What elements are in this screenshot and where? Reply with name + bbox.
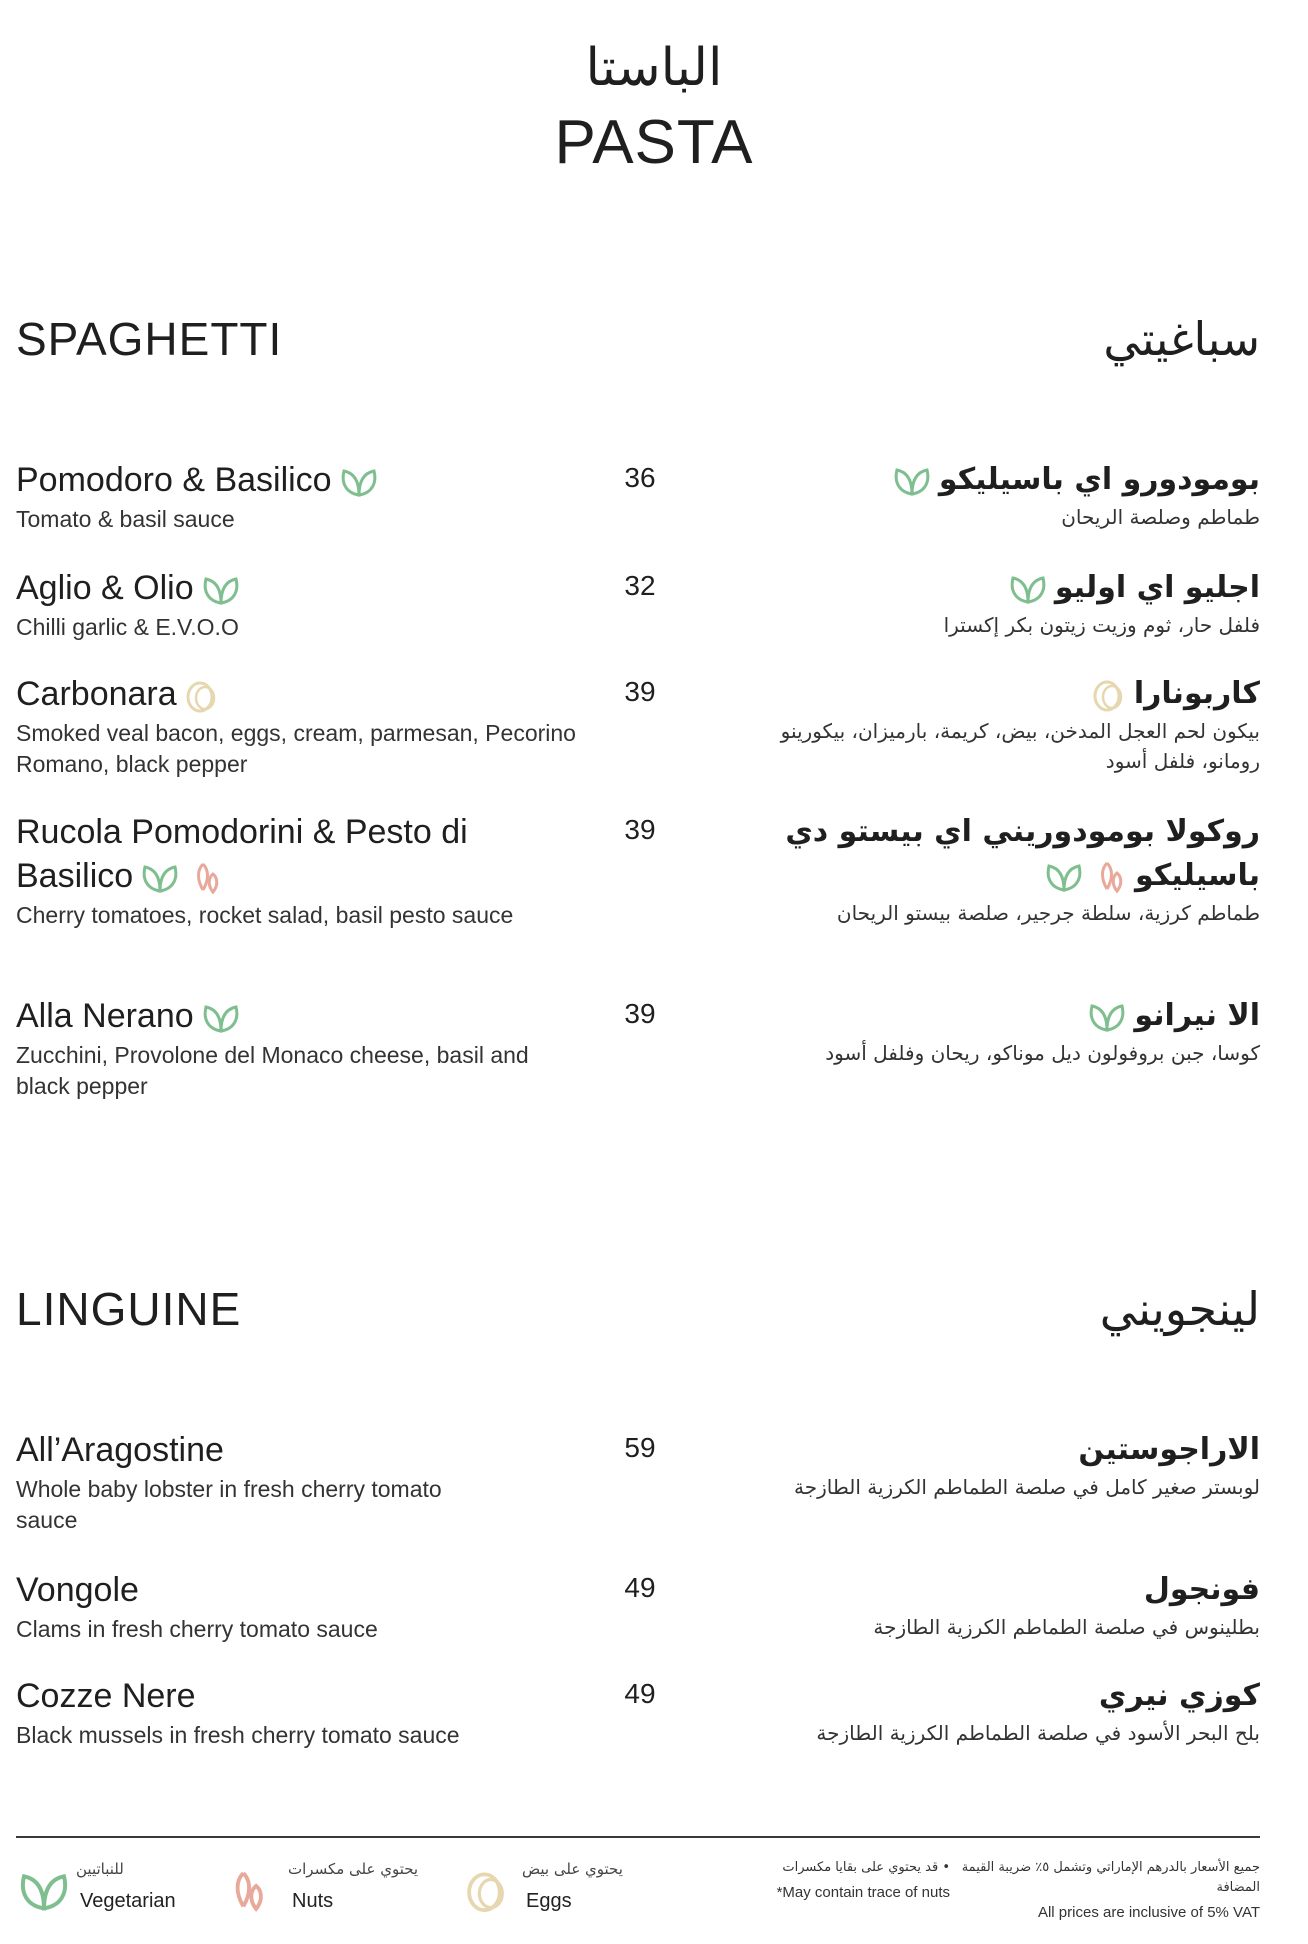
vegetarian-leaf-icon [1007,572,1049,606]
vat-note-arabic: جميع الأسعار بالدرهم الإماراتي وتشمل ٥٪ ضريبة القيمة المضافة [961,1860,1260,1895]
item-arabic [740,1568,1260,1642]
item-description-arabic: لوبستر صغير كامل في صلصة الطماطم الكرزية الطازجة [794,1475,1260,1499]
item-arabic [740,994,1260,1068]
item-arabic [740,1674,1260,1748]
legend-label-arabic: يحتوي على بيض [522,1860,623,1878]
item-price: 36 [624,462,656,493]
vegetarian-leaf-icon [200,1001,242,1035]
item-name: Aglio & Olio [16,566,576,610]
item-description: Whole baby lobster in fresh cherry tomato sauce [16,1476,442,1533]
item-arabic [740,566,1260,640]
vegetarian-leaf-icon [891,464,933,498]
nuts-icon [1097,859,1129,895]
trace-note: *May contain trace of nuts [776,1884,950,1901]
item-name: All’Aragostine [16,1431,224,1469]
nuts-icon [228,1868,274,1919]
section-title-linguine: LINGUINE [16,1283,242,1335]
nuts-icon [193,860,225,896]
vegetarian-leaf-icon [1043,860,1085,894]
item-english [16,1674,576,1751]
item-price: 39 [624,814,656,845]
item-name-arabic: روكولا بومودوريني اي بيستو دي باسيليكو [785,814,1260,893]
item-english [16,672,576,780]
item-name: Carbonara [16,672,576,716]
legend-label: Nuts [292,1890,334,1912]
section-title-linguine-arabic: لينجويني [1099,1282,1260,1336]
item-name: Cozze Nere [16,1677,196,1715]
trace-note-arabic: • قد يحتوي على بقايا مكسرات [782,1860,950,1875]
vegetarian-leaf-icon [139,861,181,895]
item-english [16,1428,576,1536]
item-name: Pomodoro & Basilico [16,458,576,502]
legend-label-arabic: يحتوي على مكسرات [288,1860,419,1878]
item-description-arabic: طماطم كرزية، سلطة جرجير، صلصة بيستو الريحان [836,901,1260,925]
item-price: 39 [624,676,656,707]
item-name-arabic: الا نيرانو [740,994,1260,1038]
page-title: PASTA [554,108,754,177]
legend-nuts [228,1858,428,1928]
section-title-spaghetti-arabic: سباغيتي [1103,312,1260,366]
legend-label: Vegetarian [80,1890,176,1912]
item-english [16,810,576,931]
vegetarian-leaf-icon [16,1868,72,1919]
vat-note [960,1858,1260,1924]
item-description-arabic: طماطم وصلصة الريحان [1061,505,1260,529]
item-description: Clams in fresh cherry tomato sauce [16,1616,378,1642]
item-description-arabic: فلفل حار، ثوم وزيت زيتون بكر إكسترا [943,613,1260,637]
item-price: 39 [624,998,656,1029]
item-name-arabic: الاراجوستين [1078,1432,1260,1467]
item-description: Smoked veal bacon, eggs, cream, parmesan, Pecorino Romano, black pepper [16,720,576,777]
legend-label: Eggs [526,1890,572,1912]
legend-vegetarian [16,1858,196,1928]
item-description: Black mussels in fresh cherry tomato sauce [16,1722,460,1748]
item-description-arabic: بيكون لحم العجل المدخن، بيض، كريمة، بارميزان، بيكورينو رومانو، فلفل أسود [780,719,1260,773]
item-name: Alla Nerano [16,994,576,1038]
legend-eggs [462,1858,662,1928]
item-name-arabic: فونجول [1143,1572,1260,1607]
item-description: Chilli garlic & E.V.O.O [16,614,239,640]
item-price: 49 [624,1572,656,1603]
eggs-icon [183,678,221,714]
vegetarian-leaf-icon [200,573,242,607]
page-title-arabic: الباستا [585,38,723,98]
item-name-arabic: كاربونارا [740,672,1260,716]
item-description-arabic: بطلينوس في صلصة الطماطم الكرزية الطازجة [873,1615,1260,1639]
item-name-arabic: كوزي نيري [1098,1678,1260,1713]
item-arabic [740,672,1260,776]
eggs-icon [1090,677,1128,713]
item-name-arabic: بومودورو اي باسيليكو [740,458,1260,502]
item-name-arabic: اجليو اي اوليو [740,566,1260,610]
item-price: 49 [624,1678,656,1709]
item-arabic [740,458,1260,532]
trace-nuts-note [700,1858,950,1904]
footer-divider [16,1836,1260,1838]
vegetarian-leaf-icon [338,465,380,499]
item-english [16,1568,576,1645]
item-arabic [740,810,1260,928]
legend-label-arabic: للنباتيين [76,1860,124,1878]
item-english [16,566,576,643]
section-title-spaghetti: SPAGHETTI [16,313,283,365]
item-english [16,458,576,535]
item-price: 59 [624,1432,656,1463]
item-arabic [740,1428,1260,1502]
item-description: Cherry tomatoes, rocket salad, basil pesto sauce [16,902,514,928]
vegetarian-leaf-icon [1086,1000,1128,1034]
item-description-arabic: كوسا، جبن بروفولون ديل موناكو، ريحان وفلفل أسود [825,1041,1260,1065]
item-price: 32 [624,570,656,601]
item-description-arabic: بلح البحر الأسود في صلصة الطماطم الكرزية الطازجة [816,1721,1260,1745]
item-description: Zucchini, Provolone del Monaco cheese, basil and black pepper [16,1042,529,1099]
item-name: Vongole [16,1571,139,1609]
item-description: Tomato & basil sauce [16,506,235,532]
vat-note-english: All prices are inclusive of 5% VAT [1037,1904,1260,1921]
item-english [16,994,576,1102]
item-name: Rucola Pomodorini & Pesto di Basilico [16,813,468,895]
eggs-icon [462,1868,512,1919]
